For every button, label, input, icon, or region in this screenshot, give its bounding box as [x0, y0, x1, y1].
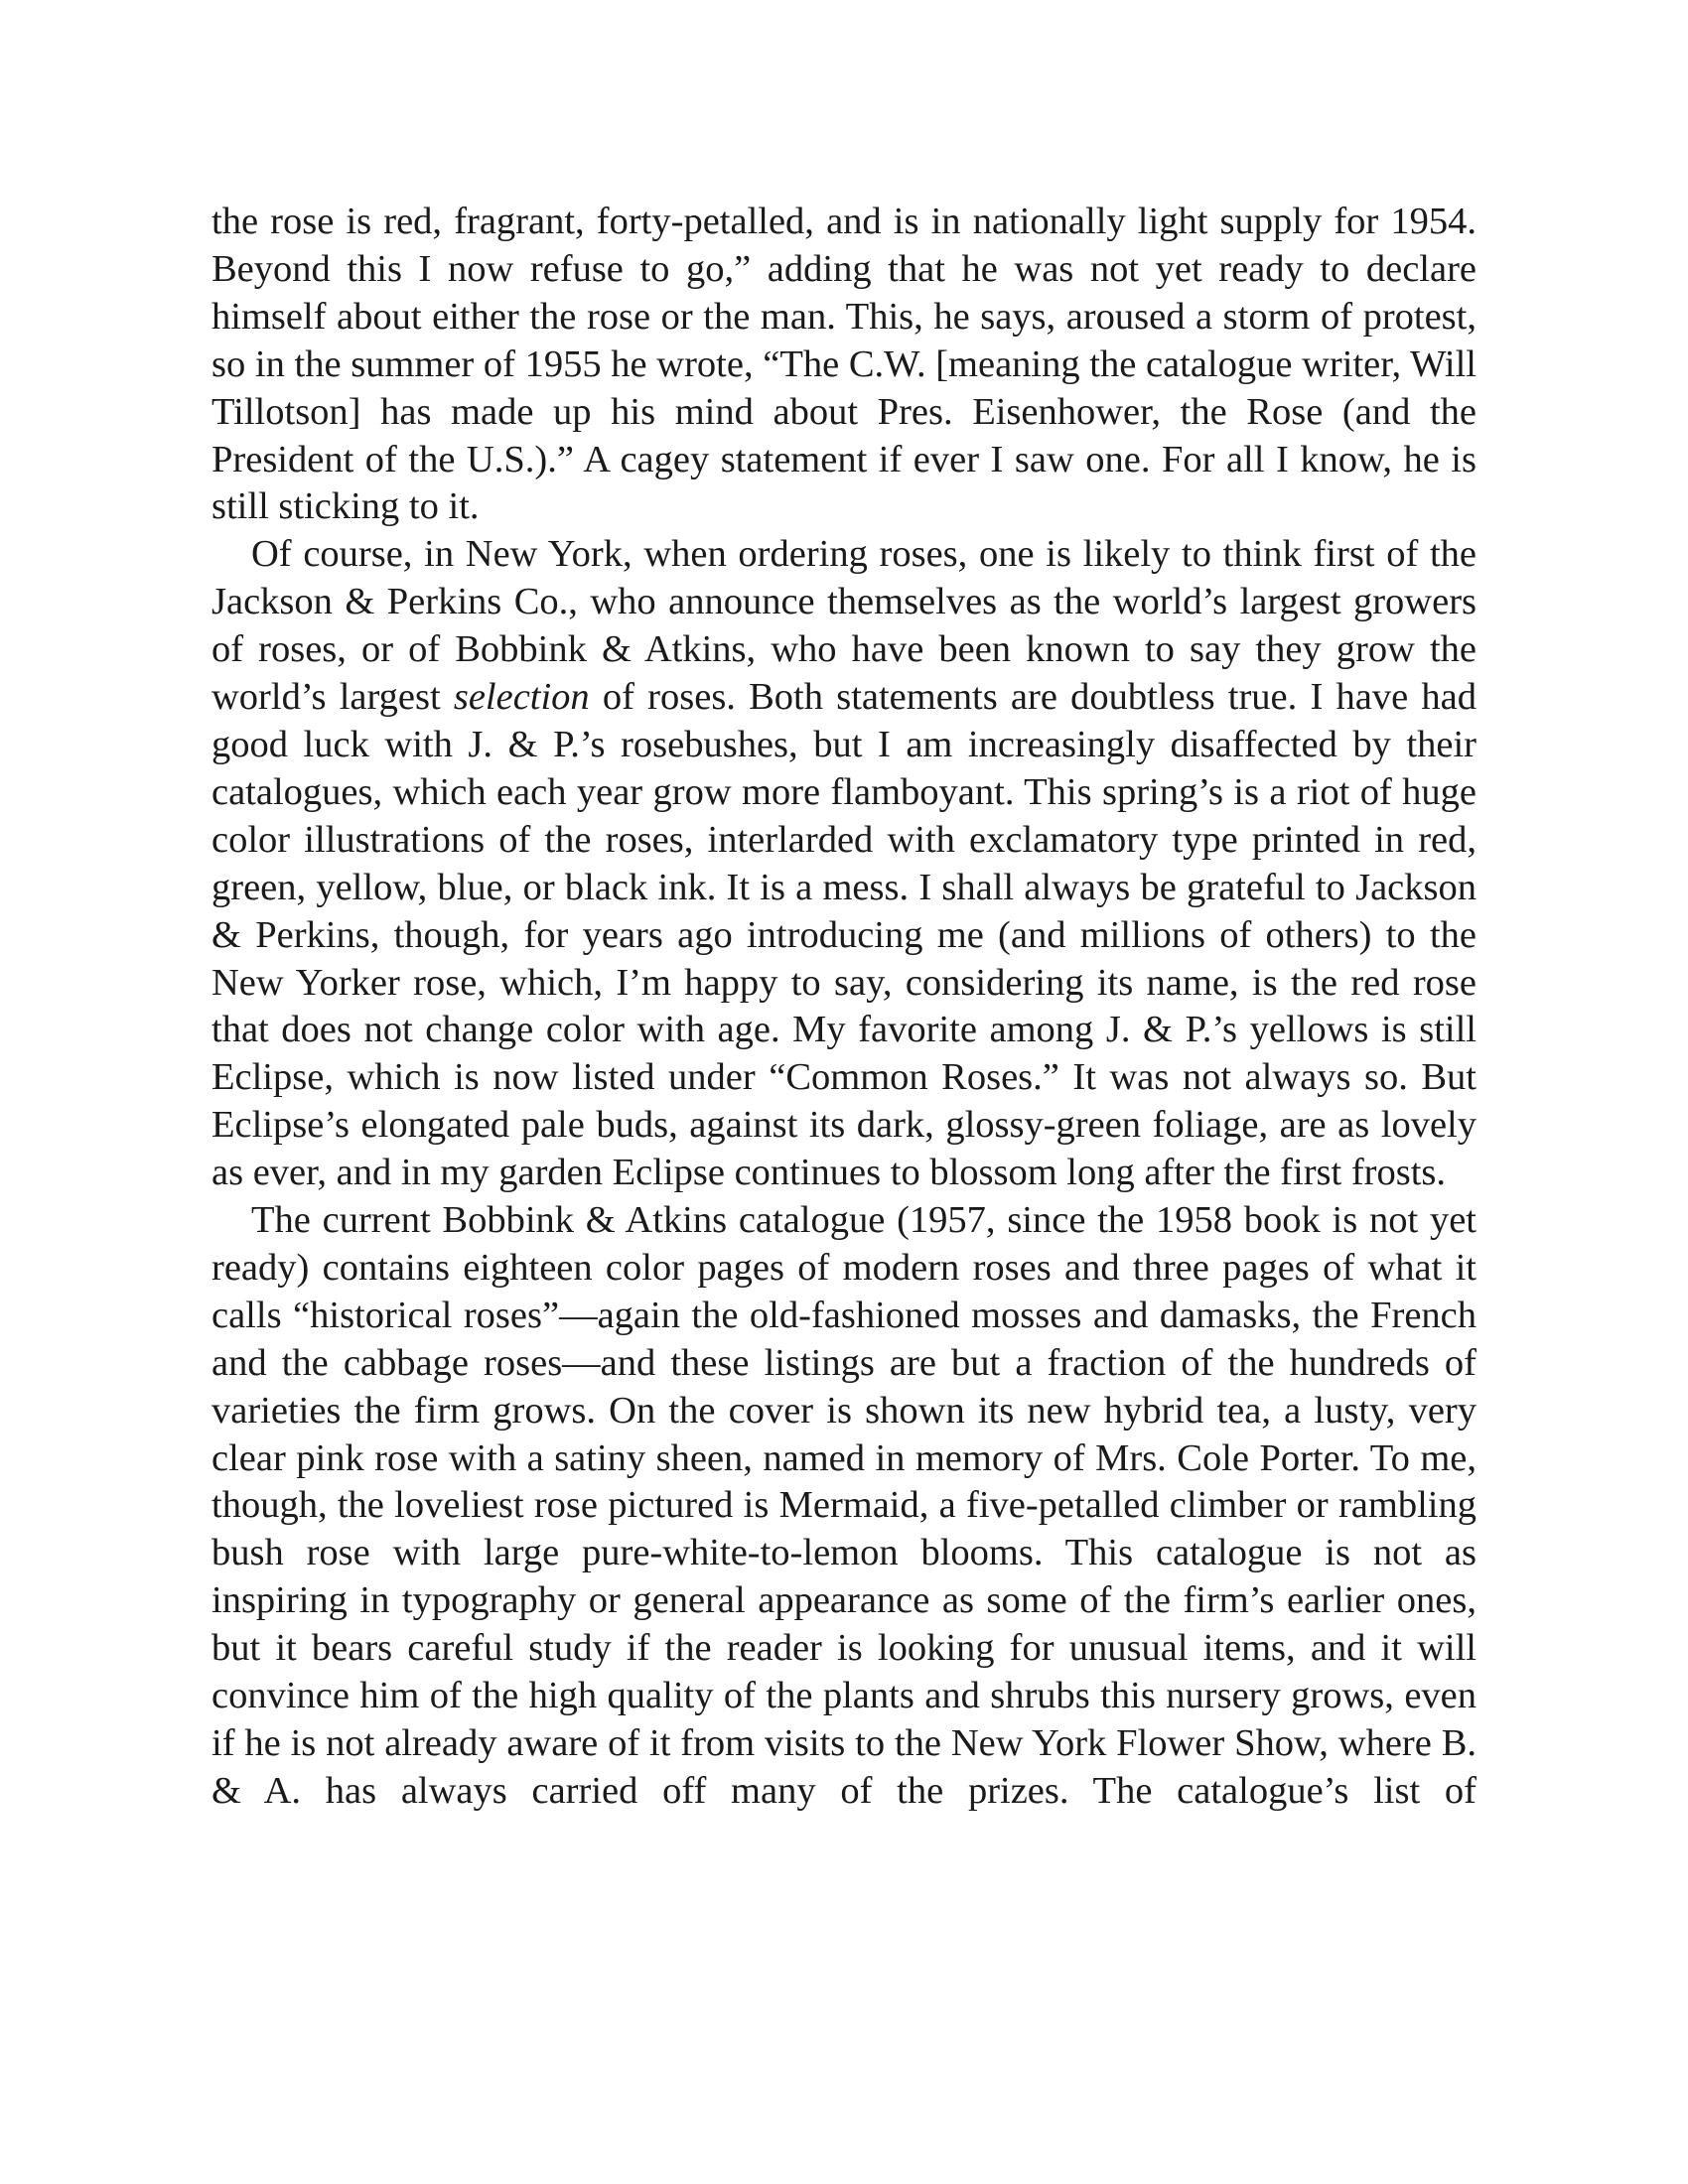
paragraph-3-text: The current Bobbink & Atkins catalogue (1957, since the 1958 book is not yet ready) contains eighteen color pages of modern roses and three pages of what it calls “historical roses”—again the old-fashioned mosses and damasks, the French and the cabbage roses—and these listings are but a fraction of the hundreds of varieties the firm grows. On the cover is shown its new hybrid tea, a lusty, very clear pink rose with a satiny sheen, named in memory of Mrs. Cole Porter. To me, though, the loveliest rose pictured is Mermaid, a five-petalled climber or rambling bush rose with large pure-white-to-lemon blooms. This catalogue is not as inspiring in typography or general appearance as some of the firm’s earlier ones, but it bears careful study if the reader is looking for unusual items, and it will convince him of the high quality of the plants and shrubs this nursery grows, even if he is not already aware of it from visits to the New York Flower Show, where B. & A. has always carried off many of the prizes. The catalogue’s list of	[211, 1199, 1477, 1812]
paragraph-2	[211, 531, 1477, 1197]
document-page	[211, 199, 1477, 1816]
paragraph-1	[211, 199, 1477, 531]
paragraph-3	[211, 1197, 1477, 1816]
paragraph-2-text-a: Of course, in New York, when ordering roses, one is likely to think first of the Jackson & Perkins Co., who announce themselves as the world’s largest growers of roses, or of Bobbink & Atkins, who have been known to say they grow the world’s largest	[211, 533, 1477, 719]
paragraph-1-text: the rose is red, fragrant, forty-petalled, and is in nationally light supply for 1954. Beyond this I now refuse to go,” adding that he was not yet ready to declare himself about either the rose or the man. This, he says, aroused a storm of protest, so in the summer of 1955 he wrote, “The C.W. [meaning the catalogue writer, Will Tillotson] has made up his mind about Pres. Eisenhower, the Rose (and the President of the U.S.).” A cagey statement if ever I saw one. For all I know, he is still sticking to it.	[211, 201, 1477, 528]
paragraph-2-italic-selection: selection	[453, 676, 590, 719]
paragraph-2-text-b: of roses. Both statements are doubtless true. I have had good luck with J. & P.’s rosebushes, but I am increasingly disaffected by their catalogues, which each year grow more flamboyant. This spring’s is a riot of huge color illustrations of the roses, interlarded with exclamatory type printed in red, green, yellow, blue, or black ink. It is a mess. I shall always be grateful to Jackson & Perkins, though, for years ago introducing me (and millions of others) to the New Yorker rose, which, I’m happy to say, considering its name, is the red rose that does not change color with age. My favorite among J. & P.’s yellows is still Eclipse, which is now listed under “Common Roses.” It was not always so. But Eclipse’s elongated pale buds, against its dark, glossy-green foliage, are as lovely as ever, and in my garden Eclipse continues to blossom long after the first frosts.	[211, 676, 1477, 1194]
